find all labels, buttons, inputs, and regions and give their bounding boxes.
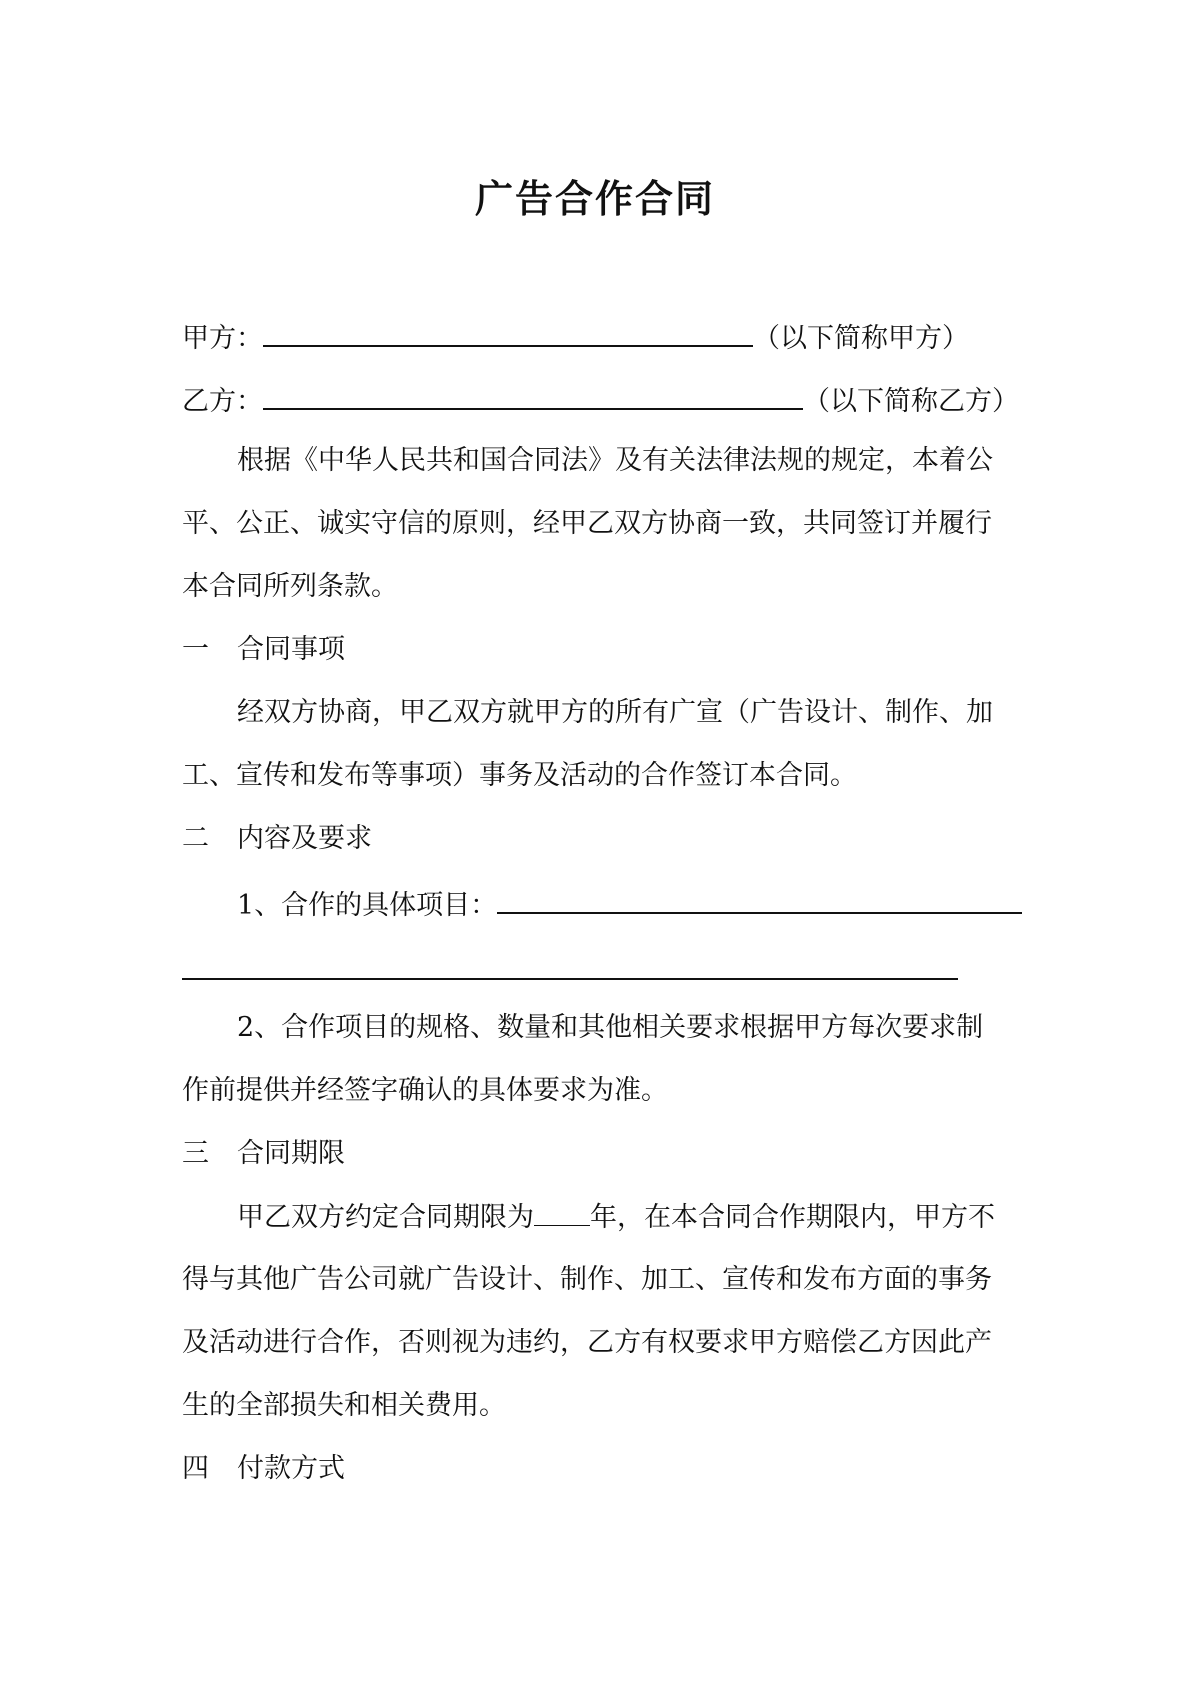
term-years-blank[interactable] [534,1197,590,1226]
section-1-number: 一 [182,634,209,665]
party-a-label: 甲方： [182,323,263,354]
term-text-post: 年，在本合同合作期限内，甲方不 [590,1202,995,1233]
section-3-line-4: 生的全部损失和相关费用。 [182,1390,506,1421]
item-1-blank-continuation[interactable] [182,978,958,980]
term-text-pre: 甲乙双方约定合同期限为 [237,1202,534,1233]
section-2-title: 内容及要求 [237,823,372,854]
section-2-item-1 [237,882,1077,926]
section-2-number: 二 [182,823,209,854]
item-1-blank[interactable] [497,882,1022,914]
section-4-title: 付款方式 [237,1453,345,1484]
section-4-heading [182,1449,1022,1489]
item-1-text: 、合作的具体项目： [254,890,498,921]
party-a-suffix: （以下简称甲方） [753,323,969,354]
party-a-line [182,315,1022,359]
section-1-title: 合同事项 [237,634,345,665]
section-2-item-2 [237,1008,1077,1048]
intro-line-1: 根据《中华人民共和国合同法》及有关法律法规的规定，本着公 [237,445,993,476]
section-1-line-2: 工、宣传和发布等事项）事务及活动的合作签订本合同。 [182,760,857,791]
section-1-line-1: 经双方协商，甲乙双方就甲方的所有广宣（广告设计、制作、加 [237,697,993,728]
section-4-number: 四 [182,1453,209,1484]
party-b-blank[interactable] [263,378,803,410]
section-2-heading [182,819,1022,859]
section-2-item-2-line-2: 作前提供并经签字确认的具体要求为准。 [182,1075,668,1106]
item-1-number: 1 [237,890,255,921]
item-2-number: 2 [237,1012,255,1043]
party-b-line [182,378,1022,422]
section-3-line-3: 及活动进行合作，否则视为违约，乙方有权要求甲方赔偿乙方因此产 [182,1327,992,1358]
party-b-suffix: （以下简称乙方） [803,386,1019,417]
section-3-line-1 [237,1197,1077,1238]
section-3-title: 合同期限 [237,1138,345,1169]
party-b-label: 乙方： [182,386,263,417]
section-3-line-2: 得与其他广告公司就广告设计、制作、加工、宣传和发布方面的事务 [182,1264,992,1295]
intro-line-3: 本合同所列条款。 [182,571,398,602]
item-2-text: 、合作项目的规格、数量和其他相关要求根据甲方每次要求制 [254,1012,984,1043]
section-1-heading [182,630,1022,670]
section-3-heading [182,1134,1022,1174]
document-title: 广告合作合同 [474,177,715,221]
intro-line-2: 平、公正、诚实守信的原则，经甲乙双方协商一致，共同签订并履行 [182,508,992,539]
party-a-blank[interactable] [263,315,753,347]
section-3-number: 三 [182,1138,209,1169]
